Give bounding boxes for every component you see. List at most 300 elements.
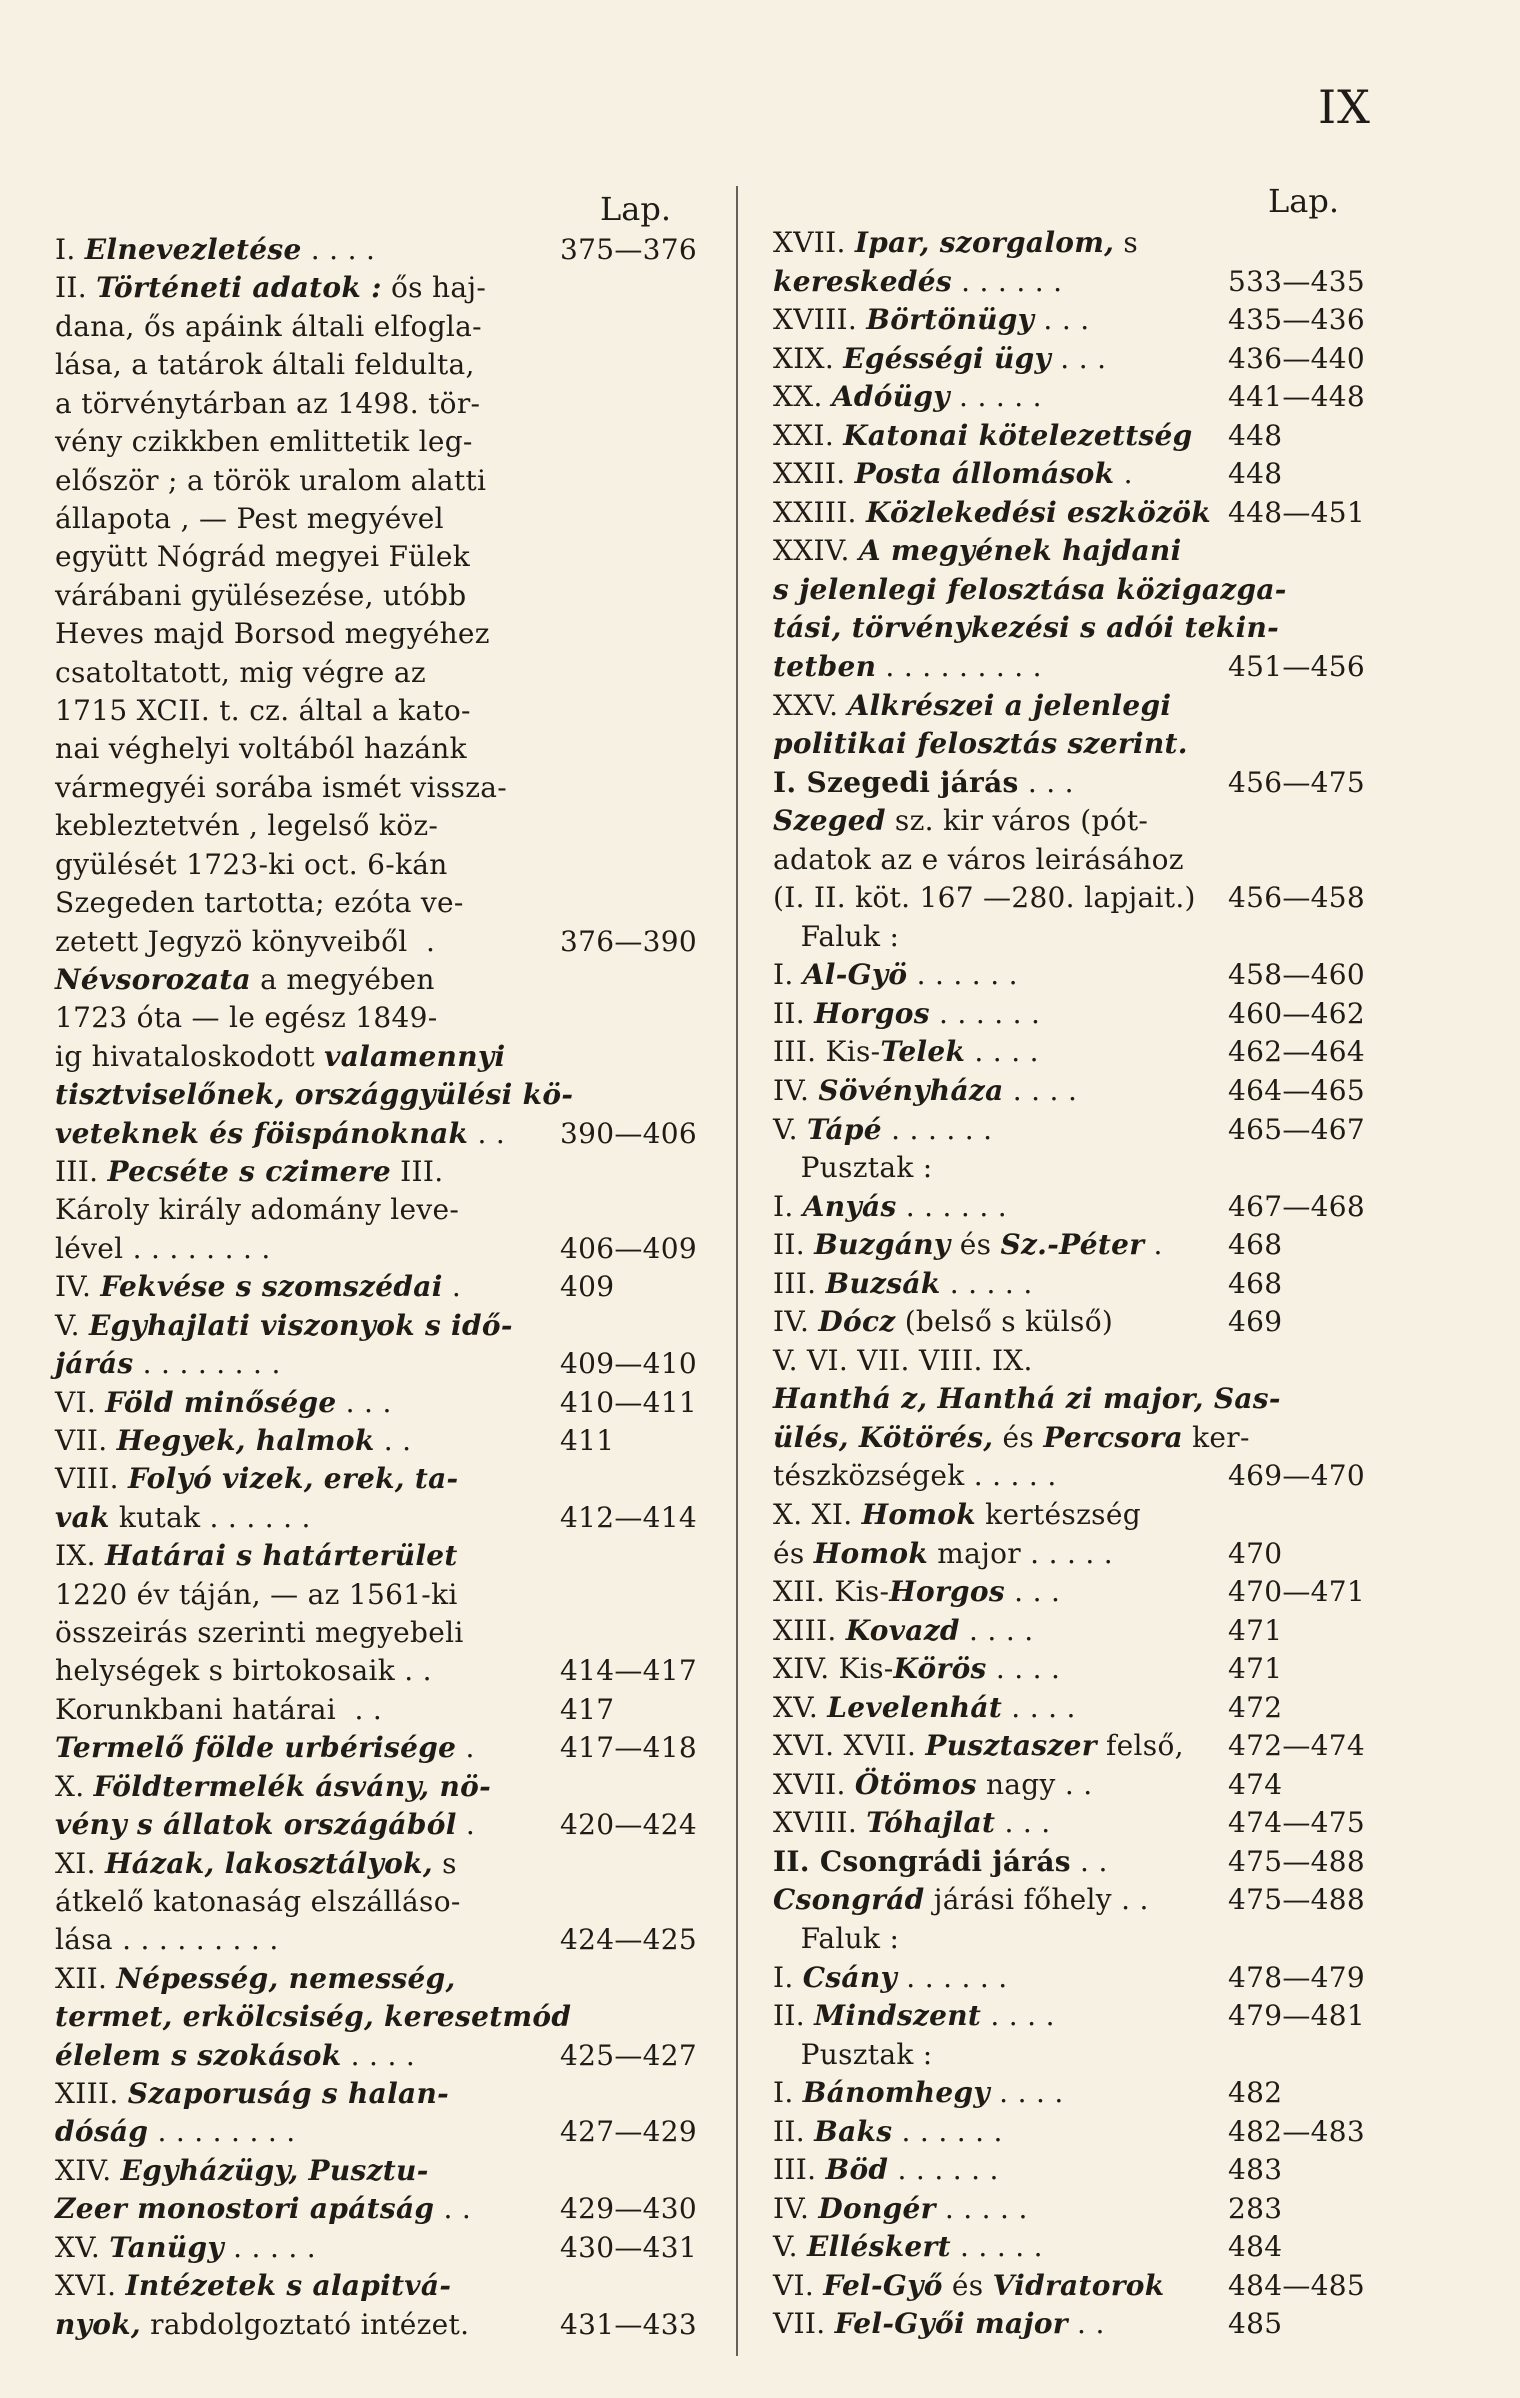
toc-line <box>55 731 705 767</box>
entry-text: és <box>773 1536 814 1570</box>
page-range: 412—414 <box>560 1500 697 1534</box>
toc-line <box>55 808 705 844</box>
entry-text: XXII. <box>773 457 855 491</box>
entry-text: . . <box>1070 1844 1108 1878</box>
italic-text: Böd <box>825 2153 889 2187</box>
entry-text: . . . . . . <box>907 958 1018 992</box>
italic-text: Egésségi ügy <box>843 341 1052 375</box>
toc-line <box>773 1497 1453 1533</box>
entry-text: III. <box>55 1155 108 1189</box>
page-range: 376—390 <box>560 924 697 958</box>
entry-text: II. <box>773 1228 815 1262</box>
entry-text: XI. <box>55 1846 105 1880</box>
entry-text: XXIII. <box>773 495 866 529</box>
entry-text: . . . . . . <box>881 1112 993 1146</box>
entry-text: XVI. <box>55 2269 126 2303</box>
entry-text: (belső s külső) <box>895 1305 1114 1339</box>
toc-line <box>773 1458 1453 1494</box>
page-range: 470—471 <box>1228 1575 1365 1609</box>
page-range: 479—481 <box>1228 1999 1365 2033</box>
italic-text: Zeer monostori apátság <box>55 2192 435 2226</box>
toc-line <box>55 1192 705 1228</box>
italic-text: Tápé <box>807 1112 882 1146</box>
toc-line <box>55 1999 705 2035</box>
entry-text: . . . <box>1034 303 1090 337</box>
page-range: 283 <box>1228 2191 1283 2225</box>
entry-text: a törvénytárban az 1498. tör- <box>55 386 481 420</box>
italic-text: Horgos <box>889 1575 1005 1609</box>
entry-text: átkelő katonaság elszálláso- <box>55 1884 461 1918</box>
entry-text: Szegeden tartotta; ezóta ve- <box>55 886 464 920</box>
italic-text: Sz.-Péter <box>1000 1228 1145 1262</box>
entry-text: . . . . <box>965 1035 1039 1069</box>
toc-line <box>773 996 1453 1032</box>
page-range: 430—431 <box>560 2230 697 2264</box>
page-range: 448 <box>1228 457 1283 491</box>
toc-line <box>55 1385 705 1421</box>
page-range: 482 <box>1228 2076 1283 2110</box>
entry-text: . . <box>374 1423 412 1457</box>
entry-text: III. Kis- <box>773 1035 881 1069</box>
entry-text: . . . . . . <box>888 2153 999 2187</box>
page-range: 468 <box>1228 1228 1283 1262</box>
page-range: 409—410 <box>560 1347 697 1381</box>
entry-text: várábani gyülésezése, utóbb <box>55 578 467 612</box>
toc-line <box>773 1304 1453 1340</box>
entry-text: gyülését 1723-ki oct. 6-kán <box>55 847 448 881</box>
entry-text: IV. <box>55 1270 101 1304</box>
entry-text: kertészség <box>975 1498 1141 1531</box>
entry-text: III. <box>773 2153 826 2187</box>
entry-text: . . . . <box>981 1999 1055 2033</box>
entry-text: . . <box>468 1116 506 1150</box>
entry-text: állapota , — Pest megyével <box>55 501 444 535</box>
toc-line <box>55 424 705 460</box>
toc-line <box>55 1692 705 1728</box>
entry-text: XII. Kis- <box>773 1575 890 1609</box>
entry-text: V. <box>55 1308 90 1342</box>
italic-text: Mindszent <box>814 1999 982 2033</box>
entry-text: együtt Nógrád megyei Fülek <box>55 540 470 574</box>
toc-line <box>773 1651 1453 1687</box>
italic-text: Egyhajlati viszonyok s idő- <box>89 1308 513 1342</box>
italic-text: Bánomhegy <box>802 2076 990 2110</box>
toc-line <box>55 386 705 422</box>
italic-text: Hegyek, halmok <box>116 1423 375 1457</box>
page-range: 375—376 <box>560 233 697 266</box>
toc-line <box>55 347 705 383</box>
entry-text: . . . . . <box>940 1266 1033 1300</box>
entry-text: . . . . <box>1002 1690 1076 1724</box>
entry-text: . . . . . . <box>897 1960 1008 1994</box>
entry-text: adatok az e város leirásához <box>773 842 1184 876</box>
entry-text: lása . . . . . . . . . <box>55 1923 279 1957</box>
entry-text: XXI. <box>773 418 844 452</box>
italic-text: ülés, Kötörés, <box>773 1420 994 1454</box>
toc-line <box>55 1269 705 1305</box>
italic-text: Sövényháza <box>818 1074 1004 1107</box>
toc-line <box>773 572 1453 608</box>
entry-text: vény czikkben emlittetik leg- <box>55 425 473 459</box>
entry-text: XVII. <box>773 1767 855 1801</box>
toc-line <box>55 309 705 345</box>
toc-line <box>773 1266 1453 1302</box>
entry-text: XIV. Kis- <box>773 1652 894 1686</box>
entry-text: . . . . . <box>949 380 1042 414</box>
entry-text: . . . . <box>986 1652 1061 1686</box>
entry-text: VIII. <box>55 1462 129 1496</box>
italic-text: Elnevezletése <box>84 233 302 266</box>
entry-text: II. <box>773 2114 815 2148</box>
entry-text: Faluk : <box>773 919 900 953</box>
entry-text: XV. <box>773 1690 828 1724</box>
page-range: 431—433 <box>560 2307 697 2341</box>
entry-text: XII. <box>55 1961 117 1995</box>
entry-text: I. <box>773 1960 803 1994</box>
entry-text: . . . <box>1004 1575 1061 1609</box>
toc-line <box>55 2307 705 2343</box>
page-range: 465—467 <box>1228 1112 1365 1146</box>
toc-line <box>773 1112 1453 1148</box>
page-range: 435—436 <box>1228 303 1365 337</box>
entry-text: . . . . <box>959 1613 1034 1647</box>
entry-text: és <box>993 1420 1044 1454</box>
page-range: 464—465 <box>1228 1074 1365 1107</box>
section-heading: II. Csongrádi járás <box>773 1844 1071 1878</box>
lap-header-left: Lap. <box>600 190 671 228</box>
toc-line <box>773 1536 1453 1572</box>
toc-line <box>773 1960 1453 1996</box>
page-range: 469 <box>1228 1305 1283 1339</box>
italic-text: Homok <box>813 1536 929 1570</box>
toc-line <box>55 1922 705 1958</box>
entry-text: XV. <box>55 2230 110 2264</box>
toc-line <box>773 456 1453 492</box>
toc-line <box>55 1461 705 1497</box>
italic-text: Fel-Győi major <box>834 2307 1068 2341</box>
page-range: 468 <box>1228 1266 1283 1300</box>
toc-line <box>773 1189 1453 1225</box>
italic-text: Percsora <box>1043 1420 1183 1454</box>
toc-line <box>773 302 1453 338</box>
entry-text: . . . . <box>341 2038 416 2072</box>
italic-text: tisztviselőnek, országgyülési kö- <box>55 1078 574 1112</box>
entry-text: Károly király adomány leve- <box>55 1193 460 1227</box>
entry-text: IX. <box>55 1539 105 1573</box>
entry-text: XX. <box>773 380 832 414</box>
toc-line <box>773 919 1453 955</box>
toc-line <box>773 418 1453 454</box>
toc-line <box>55 1577 705 1613</box>
entry-text: nagy . . <box>976 1767 1093 1801</box>
entry-text: . . . . . . . . <box>148 2115 296 2149</box>
entry-text: Pusztak : <box>773 2037 933 2071</box>
entry-text: III. <box>773 1266 826 1300</box>
italic-text: Közlekedési eszközök <box>865 495 1211 529</box>
toc-line <box>55 2076 705 2112</box>
italic-text: Alkrészei a jelenlegi <box>847 688 1172 722</box>
page-range: 484 <box>1228 2230 1283 2264</box>
entry-text: Pusztak : <box>773 1151 933 1185</box>
toc-line <box>773 1921 1453 1957</box>
page-range: 411 <box>560 1423 615 1457</box>
page-range: 390—406 <box>560 1116 697 1150</box>
entry-text: . <box>1114 457 1133 491</box>
toc-line <box>55 1538 705 1574</box>
italic-text: Pusztaszer <box>925 1729 1097 1763</box>
toc-line <box>773 1381 1453 1417</box>
page-range: 469—470 <box>1228 1459 1365 1493</box>
page-range: 441—448 <box>1228 380 1365 414</box>
toc-line <box>55 1000 705 1036</box>
entry-text: . . . . . . <box>896 1189 1007 1223</box>
italic-text: Csány <box>802 1960 898 1994</box>
italic-text: Fekvése s szomszédai <box>100 1270 443 1304</box>
toc-line <box>773 1844 1453 1880</box>
entry-text: V. <box>773 1112 808 1146</box>
entry-text: XVI. XVII. <box>773 1729 926 1763</box>
toc-line <box>773 1728 1453 1764</box>
entry-text: II. <box>55 271 97 305</box>
entry-text: lása, a tatárok általi feldulta, <box>55 348 475 382</box>
italic-text: Horgos <box>814 996 930 1030</box>
toc-line <box>773 495 1453 531</box>
toc-line <box>773 1227 1453 1263</box>
entry-text: Heves majd Borsod megyéhez <box>55 617 490 651</box>
italic-text: Szaporuság s halan- <box>127 2077 450 2111</box>
page-number: IX <box>1318 80 1371 134</box>
italic-text: járás <box>55 1347 134 1381</box>
toc-line <box>773 842 1453 878</box>
toc-line <box>55 578 705 614</box>
toc-line <box>55 2114 705 2150</box>
italic-text: Baks <box>814 2114 893 2148</box>
italic-text: Kovazd <box>845 1613 960 1647</box>
italic-text: Ipar, szorgalom, <box>854 226 1115 259</box>
toc-line <box>773 2152 1453 2188</box>
entry-text: és <box>942 2268 993 2302</box>
entry-text: VII. <box>773 2307 835 2341</box>
toc-line <box>55 1769 705 1805</box>
entry-text: XIX. <box>773 341 844 375</box>
italic-text: Szeged <box>773 804 886 838</box>
entry-text: IV. <box>773 2191 819 2225</box>
page-range: 472—474 <box>1228 1729 1365 1763</box>
page-range: 462—464 <box>1228 1035 1365 1069</box>
toc-line <box>773 649 1453 685</box>
page-range: 458—460 <box>1228 958 1365 992</box>
italic-text: tási, törvénykezési s adói tekin- <box>773 611 1280 645</box>
entry-text: ker- <box>1182 1420 1250 1454</box>
toc-line <box>55 1884 705 1920</box>
entry-text: 1220 év táján, — az 1561-ki <box>55 1577 458 1611</box>
italic-text: Homok <box>861 1498 976 1531</box>
entry-text: . . . . . <box>223 2230 316 2264</box>
italic-text: Intézetek s alapitvá- <box>125 2269 452 2303</box>
entry-text: . . . <box>995 1806 1051 1840</box>
entry-text: ig hivataloskodott <box>55 1039 325 1073</box>
entry-text: rabdolgoztató intézet. <box>140 2307 470 2341</box>
toc-line <box>55 1653 705 1689</box>
page-range: 417 <box>560 1692 615 1726</box>
entry-text: I. <box>773 2076 803 2110</box>
italic-text: Termelő földe urbérisége <box>55 1731 457 1765</box>
italic-text: termet, erkölcsiség, keresetmód <box>55 2000 572 2034</box>
toc-line <box>773 1805 1453 1841</box>
italic-text: Elléskert <box>807 2230 951 2264</box>
toc-line <box>55 2153 705 2189</box>
entry-text: a megyében <box>250 962 435 996</box>
entry-text: . <box>442 1270 462 1304</box>
toc-line <box>55 1231 705 1267</box>
page-range: 427—429 <box>560 2115 697 2149</box>
toc-line <box>773 1690 1453 1726</box>
entry-text: XXIV. <box>773 534 859 568</box>
italic-text: Fel-Győ <box>823 2268 943 2302</box>
toc-line <box>773 2191 1453 2227</box>
italic-text: Egyházügy, Pusztu- <box>120 2153 429 2187</box>
entry-text: . <box>456 1731 475 1765</box>
italic-text: vény s állatok országából <box>55 1808 457 1842</box>
italic-text: Levelenhát <box>827 1690 1003 1724</box>
toc-line <box>55 962 705 998</box>
toc-line <box>773 1034 1453 1070</box>
entry-text: . . . . . <box>935 2191 1028 2225</box>
entry-text: és <box>950 1228 1001 1262</box>
entry-text: ős haj- <box>381 271 487 305</box>
italic-text: tetben <box>773 650 877 683</box>
entry-text: . . . . . . . . <box>133 1347 281 1381</box>
entry-text: X. <box>55 1769 94 1803</box>
entry-text: IV. <box>773 1074 819 1107</box>
toc-line <box>773 1343 1453 1379</box>
italic-text: Népesség, nemesség, <box>116 1961 456 1995</box>
toc-line <box>55 1500 705 1536</box>
entry-text: VII. <box>55 1423 117 1457</box>
italic-text: kereskedés <box>773 264 952 298</box>
page-range: 436—440 <box>1228 341 1365 375</box>
italic-text: Ötömos <box>854 1767 977 1801</box>
page-range: 485 <box>1228 2307 1283 2341</box>
entry-text: . . . . <box>1003 1074 1078 1107</box>
toc-line <box>773 765 1453 801</box>
entry-text: I. <box>773 1189 803 1223</box>
toc-line <box>55 770 705 806</box>
toc-line <box>55 463 705 499</box>
entry-text: . . . . <box>301 233 376 266</box>
page-range: 484—485 <box>1228 2268 1365 2302</box>
toc-line <box>773 379 1453 415</box>
italic-text: Föld minősége <box>105 1385 337 1419</box>
entry-text: IV. <box>773 1305 819 1339</box>
entry-text: XVIII. <box>773 1806 867 1840</box>
entry-text: . . . . . . . . . <box>876 650 1042 683</box>
page-range: 406—409 <box>560 1231 697 1265</box>
toc-line <box>55 501 705 537</box>
page-range: 451—456 <box>1228 650 1365 683</box>
page-range: 471 <box>1228 1613 1283 1647</box>
entry-text: XIII. <box>55 2077 128 2111</box>
italic-text: Földtermelék ásvány, nö- <box>93 1769 492 1803</box>
italic-text: Anyás <box>802 1189 897 1223</box>
entry-text: csatoltatott, mig végre az <box>55 655 426 689</box>
toc-line <box>55 2038 705 2074</box>
entry-text: . <box>1144 1228 1163 1262</box>
entry-text: XIV. <box>55 2153 121 2187</box>
page-range: 472 <box>1228 1690 1283 1724</box>
entry-text: lével . . . . . . . . <box>55 1231 271 1265</box>
entry-text: vármegyéi sorába ismét vissza- <box>55 770 508 804</box>
italic-text: Tóhajlat <box>866 1806 996 1840</box>
toc-line <box>773 2037 1453 2073</box>
toc-line <box>55 1077 705 1113</box>
toc-line <box>773 2114 1453 2150</box>
toc-line <box>773 880 1453 916</box>
page-range: 425—427 <box>560 2038 697 2072</box>
toc-line <box>55 1423 705 1459</box>
italic-text: Posta állomások <box>854 457 1115 491</box>
toc-line <box>55 1346 705 1382</box>
page-range: 429—430 <box>560 2192 697 2226</box>
entry-text: X. XI. <box>773 1498 862 1531</box>
entry-text: I. <box>55 233 85 266</box>
toc-line <box>55 2191 705 2227</box>
page-range: 414—417 <box>560 1654 697 1688</box>
entry-text: XIII. <box>773 1613 846 1647</box>
entry-text: . . . . . . <box>929 996 1041 1030</box>
italic-text: dóság <box>55 2115 149 2149</box>
italic-text: vak <box>55 1500 110 1534</box>
page-range: 482—483 <box>1228 2114 1365 2148</box>
italic-text: Börtönügy <box>866 303 1035 337</box>
page-range: 475—488 <box>1228 1844 1365 1878</box>
toc-line <box>773 533 1453 569</box>
italic-text: Vidratorok <box>992 2268 1165 2302</box>
italic-text: nyok, <box>55 2307 141 2341</box>
entry-text: . . . <box>1018 765 1074 799</box>
entry-text: II. <box>773 1999 815 2033</box>
page-range: 409 <box>560 1270 615 1304</box>
toc-line <box>773 264 1453 300</box>
italic-text: Házak, lakosztályok, <box>105 1846 433 1880</box>
italic-text: Telek <box>880 1035 966 1069</box>
entry-text: 1715 XCII. t. cz. által a kato- <box>55 694 471 728</box>
italic-text: Határai s határterület <box>105 1539 458 1573</box>
toc-line <box>55 1730 705 1766</box>
italic-text: Névsorozata <box>55 962 251 996</box>
toc-line <box>55 655 705 691</box>
italic-text: Tanügy <box>109 2230 224 2264</box>
entry-text: járási főhely . . <box>924 1883 1149 1917</box>
page-range: 448 <box>1228 418 1283 452</box>
entry-text: . <box>456 1808 476 1842</box>
italic-text: Dócz <box>818 1305 896 1339</box>
page-range: 483 <box>1228 2153 1283 2187</box>
entry-text: I. <box>773 958 803 992</box>
toc-line <box>55 1116 705 1152</box>
toc-line <box>55 1039 705 1075</box>
entry-text: kutak . . . . . . <box>109 1500 311 1534</box>
toc-line <box>773 610 1453 646</box>
entry-text: Korunkbani határai . . <box>55 1692 383 1726</box>
entry-text: II. <box>773 996 815 1030</box>
page-range: 410—411 <box>560 1385 697 1419</box>
entry-text: . . . . . . <box>892 2114 1003 2148</box>
page-range: 467—468 <box>1228 1189 1365 1223</box>
italic-text: Katonai kötelezettség <box>843 418 1193 452</box>
italic-text: Történeti adatok : <box>96 271 382 305</box>
entry-text: helységek s birtokosaik . . <box>55 1654 432 1688</box>
